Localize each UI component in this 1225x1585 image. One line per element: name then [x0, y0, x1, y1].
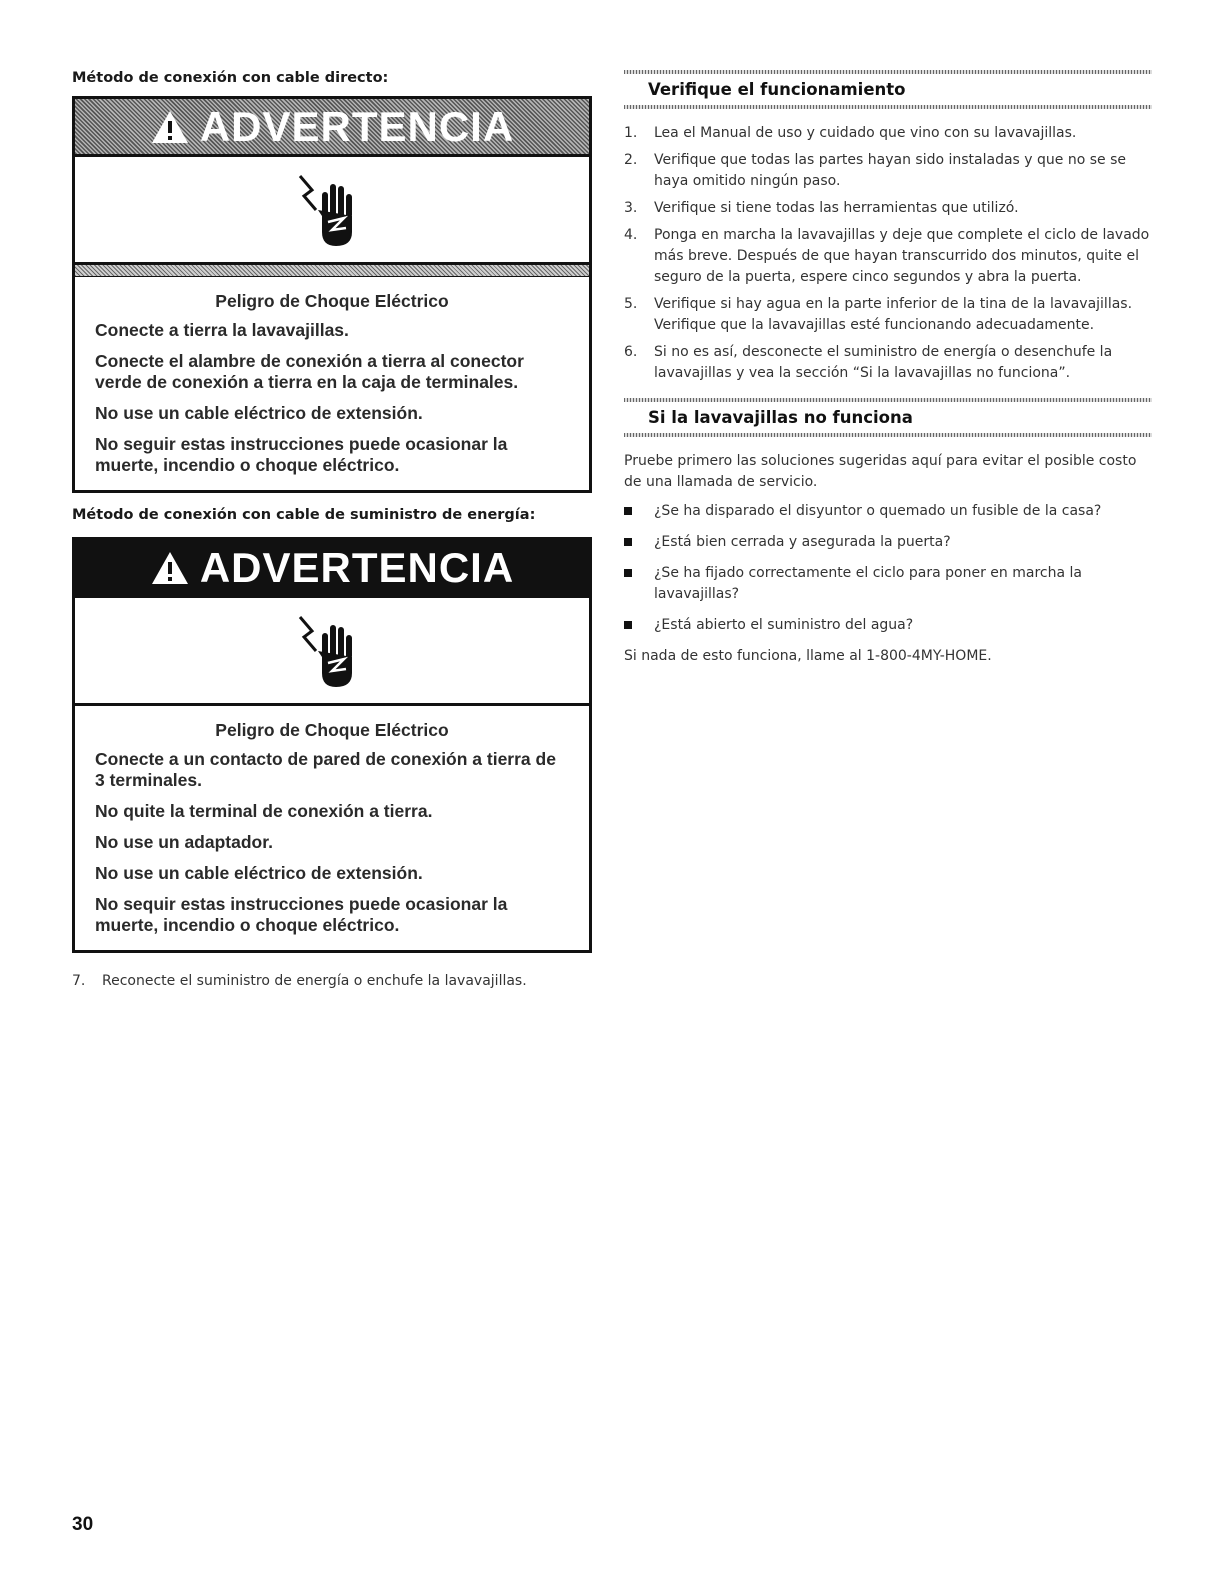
list-item: [624, 501, 1152, 522]
list-item: [624, 532, 1152, 553]
list-item: [624, 150, 1152, 192]
step-text: Verifique si hay agua en la parte inferior de la tina de la lavavajillas. Verifique que la lavavajillas esté funcionando adecuadamente.: [654, 296, 1133, 333]
warning-line: No use un cable eléctrico de extensión.: [95, 403, 423, 423]
step-text: Reconecte el suministro de energía o enchufe la lavavajillas.: [102, 973, 527, 989]
step-number: 5.: [624, 296, 638, 312]
method-heading-direct-wire: Método de conexión con cable directo:: [72, 70, 389, 86]
step-text: Ponga en marcha la lavavajillas y deje que complete el ciclo de lavado más breve. Después de que hayan transcurrido dos minutos, quite el seguro de la puerta, espere cinco segundos y abra la puerta.: [654, 227, 1150, 285]
section-title-troubleshooting: Si la lavavajillas no funciona: [648, 408, 913, 427]
warning-header: [75, 99, 589, 157]
danger-heading: Peligro de Choque Eléctrico: [215, 291, 449, 311]
bullet-icon: [624, 532, 654, 553]
list-item: [624, 615, 1152, 636]
bullet-text: ¿Está abierto el suministro del agua?: [654, 617, 914, 633]
warning-line: Conecte el alambre de conexión a tierra al conector verde de conexión a tierra en la caja de terminales.: [95, 351, 524, 392]
step-number: 1.: [624, 125, 638, 141]
warning-line: No use un adaptador.: [95, 832, 273, 852]
step-text: Si no es así, desconecte el suministro de energía o desenchufe la lavavajillas y vea la sección “Si la lavavajillas no funciona”.: [654, 344, 1113, 381]
warning-header: [75, 540, 589, 598]
page-number: 30: [72, 1514, 94, 1535]
left-column: [72, 70, 592, 989]
troubleshooting-intro: Pruebe primero las soluciones sugeridas aquí para evitar el posible costo de una llamada de servicio.: [624, 453, 1137, 490]
warning-divider: [75, 265, 589, 277]
warning-triangle-icon: [150, 109, 190, 145]
closing-note: Si nada de esto funciona, llame al 1-800-4MY-HOME.: [624, 648, 992, 664]
warning-title: ADVERTENCIA: [199, 543, 515, 591]
warning-line: No quite la terminal de conexión a tierra.: [95, 801, 433, 821]
step-number: 2.: [624, 152, 638, 168]
section-title-verify: Verifique el funcionamiento: [648, 80, 906, 99]
list-item: [624, 563, 1152, 605]
step-text: Lea el Manual de uso y cuidado que vino con su lavavajillas.: [654, 125, 1077, 141]
warning-title: ADVERTENCIA: [199, 102, 515, 150]
method-heading-power-cord: Método de conexión con cable de suministro de energía:: [72, 507, 536, 523]
warning-triangle-icon: [150, 550, 190, 586]
bullet-icon: [624, 501, 654, 522]
warning-line: No use un cable eléctrico de extensión.: [95, 863, 423, 883]
warning-body: [75, 706, 589, 950]
bullet-text: ¿Se ha disparado el disyuntor o quemado un fusible de la casa?: [654, 503, 1102, 519]
shock-hazard-area: [75, 157, 589, 265]
warning-box-power-cord: [72, 537, 592, 953]
step-number: 4.: [624, 227, 638, 243]
verify-steps-list: [624, 123, 1152, 384]
right-column: [624, 70, 1152, 667]
list-item: [624, 123, 1152, 144]
step-text: Verifique si tiene todas las herramientas que utilizó.: [654, 200, 1019, 216]
electric-shock-hand-icon: [292, 611, 372, 691]
step-7: [72, 973, 592, 989]
list-item: [624, 342, 1152, 384]
electric-shock-hand-icon: [292, 170, 372, 250]
step-number: 7.: [72, 973, 86, 989]
step-number: 3.: [624, 200, 638, 216]
step-text: Verifique que todas las partes hayan sido instaladas y que no se se haya omitido ningún paso.: [654, 152, 1127, 189]
warning-body: [75, 277, 589, 490]
bullet-icon: [624, 563, 654, 605]
bullet-text: ¿Está bien cerrada y asegurada la puerta?: [654, 534, 951, 550]
step-number: 6.: [624, 344, 638, 360]
list-item: [624, 294, 1152, 336]
troubleshooting-list: [624, 501, 1152, 636]
section-rule: [624, 105, 1152, 109]
bullet-text: ¿Se ha fijado correctamente el ciclo para poner en marcha la lavavajillas?: [654, 565, 1082, 602]
shock-hazard-area: [75, 598, 589, 706]
warning-box-direct-wire: [72, 96, 592, 493]
warning-line: No sequir estas instrucciones puede ocasionar la muerte, incendio o choque eléctrico.: [95, 894, 508, 935]
warning-line: Conecte a un contacto de pared de conexión a tierra de 3 terminales.: [95, 749, 556, 790]
danger-heading: Peligro de Choque Eléctrico: [215, 720, 449, 740]
list-item: [624, 225, 1152, 288]
bullet-icon: [624, 615, 654, 636]
warning-line: No seguir estas instrucciones puede ocasionar la muerte, incendio o choque eléctrico.: [95, 434, 508, 475]
warning-line: Conecte a tierra la lavavajillas.: [95, 320, 349, 340]
list-item: [624, 198, 1152, 219]
section-rule: [624, 433, 1152, 437]
